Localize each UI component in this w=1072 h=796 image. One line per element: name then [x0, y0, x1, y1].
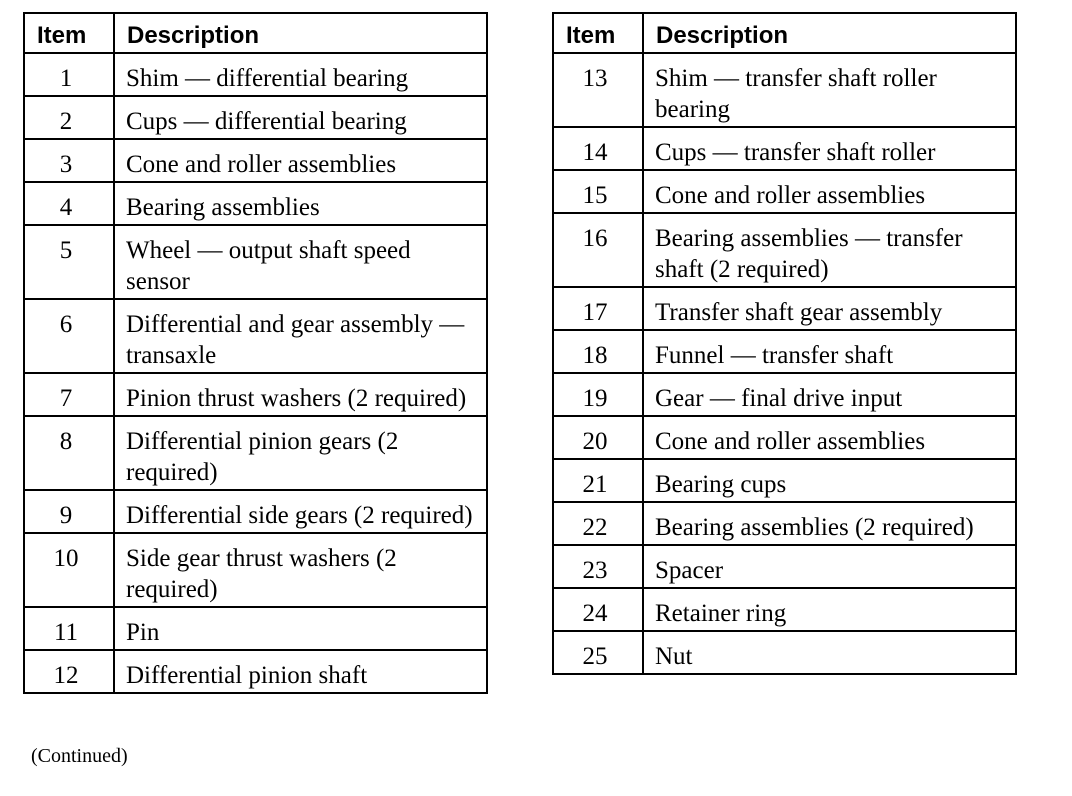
- item-description-cell: Cups — transfer shaft roller: [643, 127, 1016, 170]
- table-row: [553, 330, 1016, 373]
- table-row: [24, 182, 487, 225]
- table-row: [24, 650, 487, 693]
- item-number-cell: 17: [553, 287, 643, 330]
- item-number-cell: 8: [24, 416, 114, 490]
- item-description-cell: Wheel — output shaft speed sensor: [114, 225, 487, 299]
- item-description-cell: Nut: [643, 631, 1016, 674]
- parts-table-left-body: [24, 53, 487, 693]
- item-number-cell: 2: [24, 96, 114, 139]
- parts-table-right: [552, 12, 1017, 675]
- table-row: [553, 631, 1016, 674]
- table-row: [553, 170, 1016, 213]
- item-number-cell: 9: [24, 490, 114, 533]
- item-number-cell: 22: [553, 502, 643, 545]
- table-row: [24, 53, 487, 96]
- table-row: [553, 213, 1016, 287]
- table-row: [24, 490, 487, 533]
- item-description-cell: Shim — transfer shaft roller bearing: [643, 53, 1016, 127]
- table-row: [553, 502, 1016, 545]
- table-row: [553, 545, 1016, 588]
- item-description-cell: Cups — differential bearing: [114, 96, 487, 139]
- item-number-cell: 23: [553, 545, 643, 588]
- item-number-cell: 19: [553, 373, 643, 416]
- item-number-cell: 3: [24, 139, 114, 182]
- item-description-cell: Side gear thrust washers (2 required): [114, 533, 487, 607]
- item-description-cell: Differential pinion shaft: [114, 650, 487, 693]
- item-description-cell: Bearing assemblies: [114, 182, 487, 225]
- table-row: [24, 299, 487, 373]
- item-number-cell: 12: [24, 650, 114, 693]
- table-row: [24, 607, 487, 650]
- item-description-cell: Spacer: [643, 545, 1016, 588]
- table-row: [553, 416, 1016, 459]
- table-row: [24, 96, 487, 139]
- item-number-cell: 11: [24, 607, 114, 650]
- table-header-row: [553, 13, 1016, 53]
- table-row: [24, 225, 487, 299]
- item-description-cell: Bearing cups: [643, 459, 1016, 502]
- item-number-cell: 15: [553, 170, 643, 213]
- table-row: [553, 287, 1016, 330]
- item-number-cell: 6: [24, 299, 114, 373]
- column-header-item: Item: [553, 13, 643, 53]
- item-number-cell: 18: [553, 330, 643, 373]
- item-description-cell: Gear — final drive input: [643, 373, 1016, 416]
- item-number-cell: 20: [553, 416, 643, 459]
- item-number-cell: 7: [24, 373, 114, 416]
- item-description-cell: Cone and roller assemblies: [643, 416, 1016, 459]
- item-description-cell: Bearing assemblies (2 required): [643, 502, 1016, 545]
- item-number-cell: 4: [24, 182, 114, 225]
- item-number-cell: 21: [553, 459, 643, 502]
- item-number-cell: 10: [24, 533, 114, 607]
- item-description-cell: Differential and gear assembly — transaxle: [114, 299, 487, 373]
- item-number-cell: 16: [553, 213, 643, 287]
- table-row: [553, 53, 1016, 127]
- item-description-cell: Shim — differential bearing: [114, 53, 487, 96]
- item-description-cell: Transfer shaft gear assembly: [643, 287, 1016, 330]
- item-number-cell: 25: [553, 631, 643, 674]
- table-row: [24, 416, 487, 490]
- item-number-cell: 13: [553, 53, 643, 127]
- column-header-item: Item: [24, 13, 114, 53]
- item-description-cell: Retainer ring: [643, 588, 1016, 631]
- table-row: [553, 127, 1016, 170]
- table-row: [553, 459, 1016, 502]
- item-number-cell: 14: [553, 127, 643, 170]
- item-number-cell: 1: [24, 53, 114, 96]
- item-description-cell: Cone and roller assemblies: [643, 170, 1016, 213]
- column-header-description: Description: [114, 13, 487, 53]
- column-header-description: Description: [643, 13, 1016, 53]
- table-row: [553, 373, 1016, 416]
- table-header-row: [24, 13, 487, 53]
- parts-table-right-body: [553, 53, 1016, 674]
- parts-table-left: [23, 12, 488, 694]
- item-number-cell: 5: [24, 225, 114, 299]
- table-row: [24, 373, 487, 416]
- table-row: [553, 588, 1016, 631]
- table-row: [24, 139, 487, 182]
- item-number-cell: 24: [553, 588, 643, 631]
- item-description-cell: Bearing assemblies — transfer shaft (2 required): [643, 213, 1016, 287]
- item-description-cell: Pin: [114, 607, 487, 650]
- table-row: [24, 533, 487, 607]
- item-description-cell: Differential pinion gears (2 required): [114, 416, 487, 490]
- item-description-cell: Differential side gears (2 required): [114, 490, 487, 533]
- continued-note: (Continued): [31, 745, 128, 767]
- item-description-cell: Funnel — transfer shaft: [643, 330, 1016, 373]
- item-description-cell: Cone and roller assemblies: [114, 139, 487, 182]
- item-description-cell: Pinion thrust washers (2 required): [114, 373, 487, 416]
